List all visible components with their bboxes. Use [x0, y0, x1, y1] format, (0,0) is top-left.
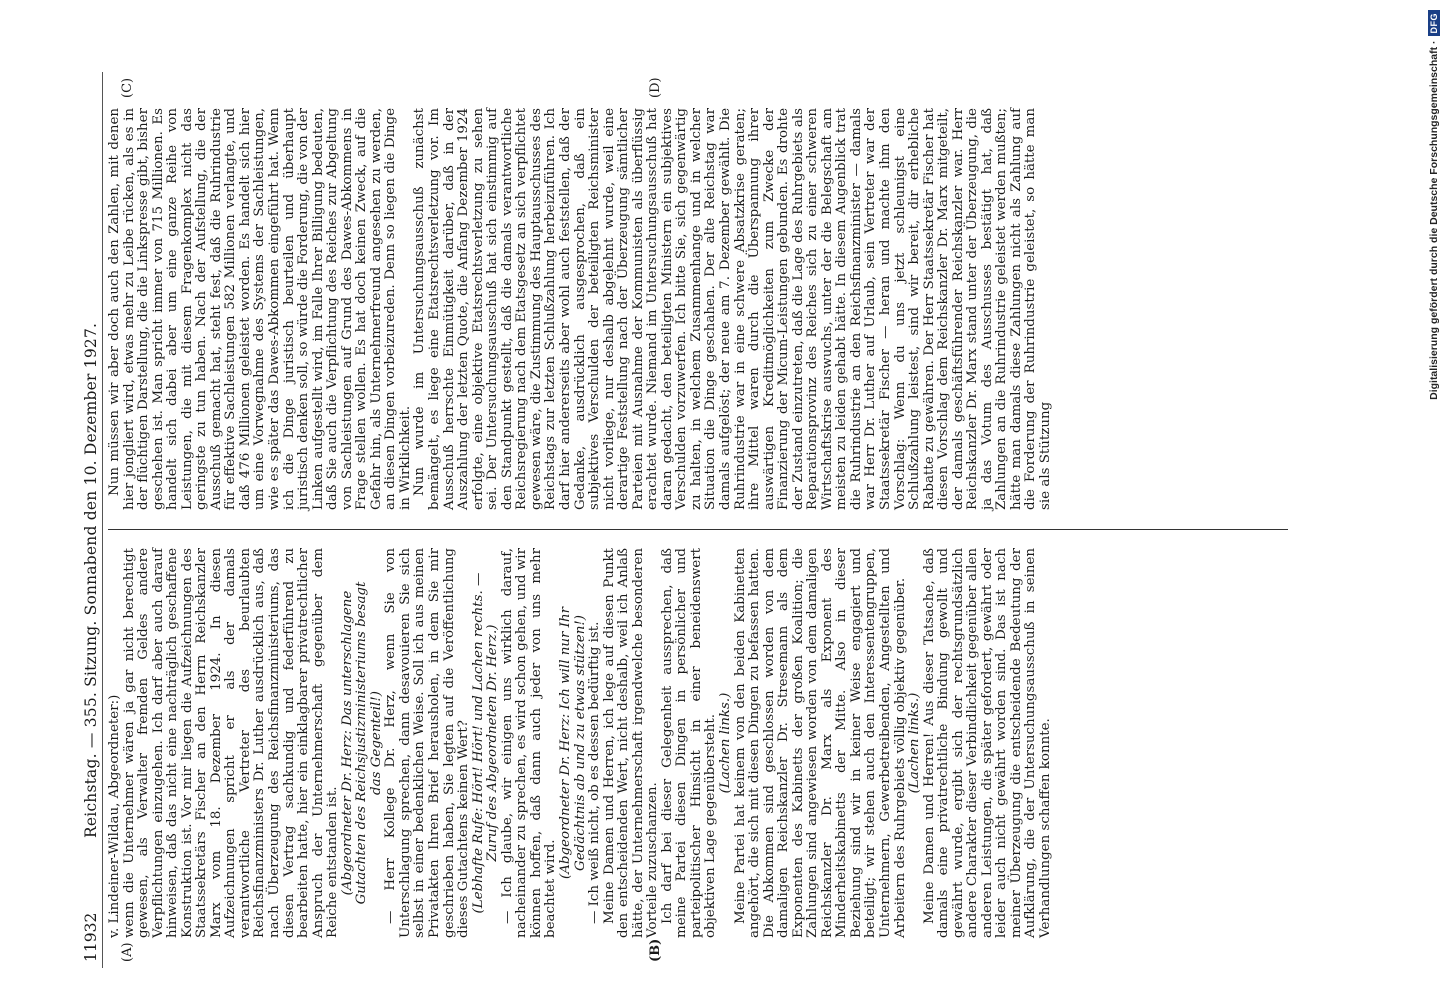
- interjection: (Lachen links.): [907, 692, 923, 794]
- paragraph: Meine Damen und Herren, ich lege auf diesen Punkt den entscheidenden Wert, nicht deshalb, weil ich Anlaß hätte, der Unternehmerschaft irgendwelche besonderen Vorteile zuzuschanzen.: [601, 548, 661, 938]
- running-title: Reichstag. — 355. Sitzung. Sonnabend den 10. Dezember 1927.: [82, 322, 100, 838]
- margin-marker-b: (B): [648, 938, 663, 962]
- paragraph: — Ich weiß nicht, ob es dessen bedürftig ist.: [587, 621, 603, 924]
- paragraph: Meine Partei hat keinem von den beiden Kabinetten angehört, die sich mit diesen Dingen zu befassen hatten. Die Abkommen sind geschlossen worden von dem damaligen Reichskanzler Dr. Stresemann als dem Exponenten des Kabinetts der großen Koalition; die Zahlungen sind angewiesen worden von dem damaligen Reichskanzler Dr. Marx als Exponent des Minderheitskabinetts der Mitte. Also in dieser Beziehung sind wir in keiner Weise engagiert und beteiligt; wir stehen auch den Interessentengruppen, Unternehmern, Gewerbetreibenden, Angestellten und Arbeitern des Ruhrgebiets völlig objektiv gegenüber.: [732, 548, 908, 938]
- credit-text: Digitalisierung gefördert durch die Deutsche Forschungsgemeinschaft ·: [1428, 40, 1440, 400]
- paragraph: Meine Damen und Herren! Aus dieser Tatsache, daß damals eine privatrechtliche Bindung gewollt und gewährt wurde, ergibt sich der rechtsgrundsätzlich andere Charakter dieser Verbindlichkeit gegenüber allen anderen Leistungen, die später gefordert, gewährt oder leider auch nicht gewährt worden sind. Das ist nach meiner Überzeugung die entscheidende Bedeutung der Aufklärung, die der Untersuchungsausschuß in seinen Verhandlungen schaffen konnte.: [921, 548, 1053, 938]
- document-page: [80, 72, 1322, 968]
- paragraph: — Herr Kollege Dr. Herz, wenn Sie von Unterschlagung sprechen, dann desavouieren Sie sich selbst in einer bedenklichen Weise. Soll ich aus meinen Privatakten Ihren Brief herausholen, in dem Sie mir geschrieben haben, Sie legten auf die Veröffentlichung dieses Gutachtens keinen Wert?: [383, 548, 472, 938]
- text-column-left: [108, 548, 1054, 938]
- interjection: (Lachen links.): [717, 692, 733, 794]
- header-rule: [102, 72, 103, 968]
- page-number: 11932: [82, 912, 100, 962]
- margin-marker-a: (A): [120, 942, 135, 962]
- text-column-right: [108, 108, 1054, 510]
- paragraph: Ich darf bei dieser Gelegenheit aussprechen, daß meine Partei diesen Dingen in persönlicher und parteipolitischer Hinsicht in einer beneidenswert objektiven Lage gegenübersteht.: [659, 548, 719, 938]
- interjection: (Lebhafte Rufe: Hört! Hört! und Lachen rechts. — Zuruf des Abgeordneten Dr. Herz.): [470, 572, 501, 914]
- digitization-credit: [1410, 10, 1440, 990]
- interjection: (Abgeordneter Dr. Herz: Ich will nur Ihr Gedächtnis ab und zu etwas stützen!): [557, 607, 588, 879]
- column-divider: [108, 529, 1288, 530]
- interjection: (Abgeordneter Dr. Herz: Das unterschlagene Gutachten des Reichsjustizministeriums besagt das Gegenteil!): [339, 581, 384, 905]
- paragraph: v. Lindeiner-Wildau, Abgeordneter:): [107, 694, 122, 938]
- paragraph: Nun müssen wir aber doch auch den Zahlen, mit denen hier jongliert wird, etwas mehr zu Leibe rücken, als es in der flüchtigen Darstellung, die die Linkspresse gibt, bisher geschehen ist. Man spricht immer von 715 Millionen. Es handelt sich dabei aber um eine ganze Reihe von Leistungen, die mit diesem Fragenkomplex nicht das geringste zu tun haben. Nach der Aufstellung, die der Ausschuß gemacht hat, steht fest, daß die Ruhrindustrie für effektive Sachleistungen 582 Millionen verlangte, und daß 476 Millionen geleistet worden. Es handelt sich hier um eine Vorwegnahme des Systems der Sachleistungen, wie es später das Dawes-Abkommen eingeführt hat. Wenn ich die Dinge juristisch beurteilen und überhaupt juristisch denken soll, so würde die Forderung, die von der Linken aufgestellt wird, im Falle Ihrer Billigung bedeuten, daß Sie auch die Verpflichtung des Reiches zur Abgeltung von Sachleistungen auf Grund des Dawes-Abkommens in Frage stellen wollen. Es hat doch keinen Zweck, auf die Gefahr hin, als Unternehmerfreund angesehen zu werden, an diesen Dingen vorbeizureden. Denn so liegen die Dinge in Wirklichkeit.: [107, 108, 413, 510]
- margin-marker-d: (D): [648, 77, 663, 98]
- dfg-logo: DFG: [1428, 10, 1440, 37]
- paragraph: wenn die Unternehmer wären ja gar nicht berechtigt gewesen, als Verwalter fremden Geldes andere Verpflichtungen einzugehen. Ich darf aber auch darauf hinweisen, daß das nicht eine nachträglich geschaffene Konstruktion ist. Vor mir liegen die Aufzeichnungen des Staatssekretärs Fischer an den Herrn Reichskanzler Marx vom 18. Dezember 1924. In diesen Aufzeichnungen spricht er als der damals verantwortliche Vertreter des beurlaubten Reichsfinanzministers Dr. Luther ausdrücklich aus, daß nach Überzeugung des Reichsfinanzministeriums, das diesen Vertrag sachkundig und federführend zu bearbeiten hatte, hier ein einklagbarer privatrechtlicher Anspruch der Unternehmerschaft gegenüber dem Reiche entstanden ist.: [121, 548, 341, 938]
- margin-marker-c: (C): [120, 77, 135, 98]
- paragraph: Nun wurde im Untersuchungsausschuß zunächst bemängelt, es liege eine Etatsrechtsverletzung vor. Im Ausschuß herrschte Einmütigkeit darüber, daß in der Auszahlung der letzten Quote, die Anfang Dezember 1924 erfolgte, eine objektive Etatsrechtsverletzung zu sehen sei. Der Untersuchungsausschuß hat sich einstimmig auf den Standpunkt gestellt, daß die damals verantwortliche Reichsregierung nach dem Etatsgesetz an sich verpflichtet gewesen wäre, die Zustimmung des Hauptausschusses des Reichstags zur letzten Schlußzahlung herbeizuführen. Ich darf hier andererseits aber wohl auch feststellen, daß der Gedanke, ausdrücklich ausgesprochen, daß ein subjektives Verschulden der beteiligten Reichsminister nicht vorliege, nur deshalb abgelehnt wurde, weil eine derartige Feststellung nach der Überzeugung sämtlicher Parteien mit Ausnahme der Kommunisten als überflüssig erachtet wurde. Niemand im Untersuchungsausschuß hat daran gedacht, den beteiligten Ministern ein subjektives Verschulden vorzuwerfen. Ich bitte Sie, sich gegenwärtig zu halten, in welchem Zusammenhange und in welcher Situation die Dinge geschahen. Der alte Reichstag war damals aufgelöst; der neue am 7. Dezember gewählt. Die Ruhrindustrie war in eine schwere Absatzkrise geraten; ihre Mittel waren durch die Überspannung ihrer auswärtigen Kreditmöglichkeiten zum Zwecke der Finanzierung der Micum-Leistungen gebunden. Es drohte der Zustand einzutreten, daß die Lage des Ruhrgebiets als Reparationsprovinz des Reiches sich zu einer schweren Wirtschaftskrise auswuchs, unter der die Belegschaft am meisten zu leiden gehabt hätte. In diesem Augenblick trat die Ruhrindustrie an den Reichsfinanzminister — damals war Herr Dr. Luther auf Urlaub, sein Vertreter war der Staatssekretär Fischer — heran und machte ihm den Vorschlag: Wenn du uns jetzt schleunigst eine Schlußzahlung leistest, sind wir bereit, dir erhebliche Rabatte zu gewähren. Der Herr Staatssekretär Fischer hat diesen Vorschlag dem Reichskanzler Dr. Marx mitgeteilt, der damals geschäftsführender Reichskanzler war. Herr Reichskanzler Dr. Marx stand unter der Überzeugung, die ja das Votum des Ausschusses bestätigt hat, daß Zahlungen an die Ruhrindustrie geleistet werden mußten; hätte man damals diese Zahlungen nicht als Zahlung auf die Forderung der Ruhrindustrie geleistet, so hätte man sie als Stützung: [412, 108, 1053, 510]
- page-header: [80, 72, 104, 968]
- paragraph: — Ich glaube, wir einigen uns wirklich darauf, nacheinander zu sprechen, es wird schon gehen, und wir können hoffen, daß dann auch jeder von uns mehr beachtet wird.: [499, 548, 559, 938]
